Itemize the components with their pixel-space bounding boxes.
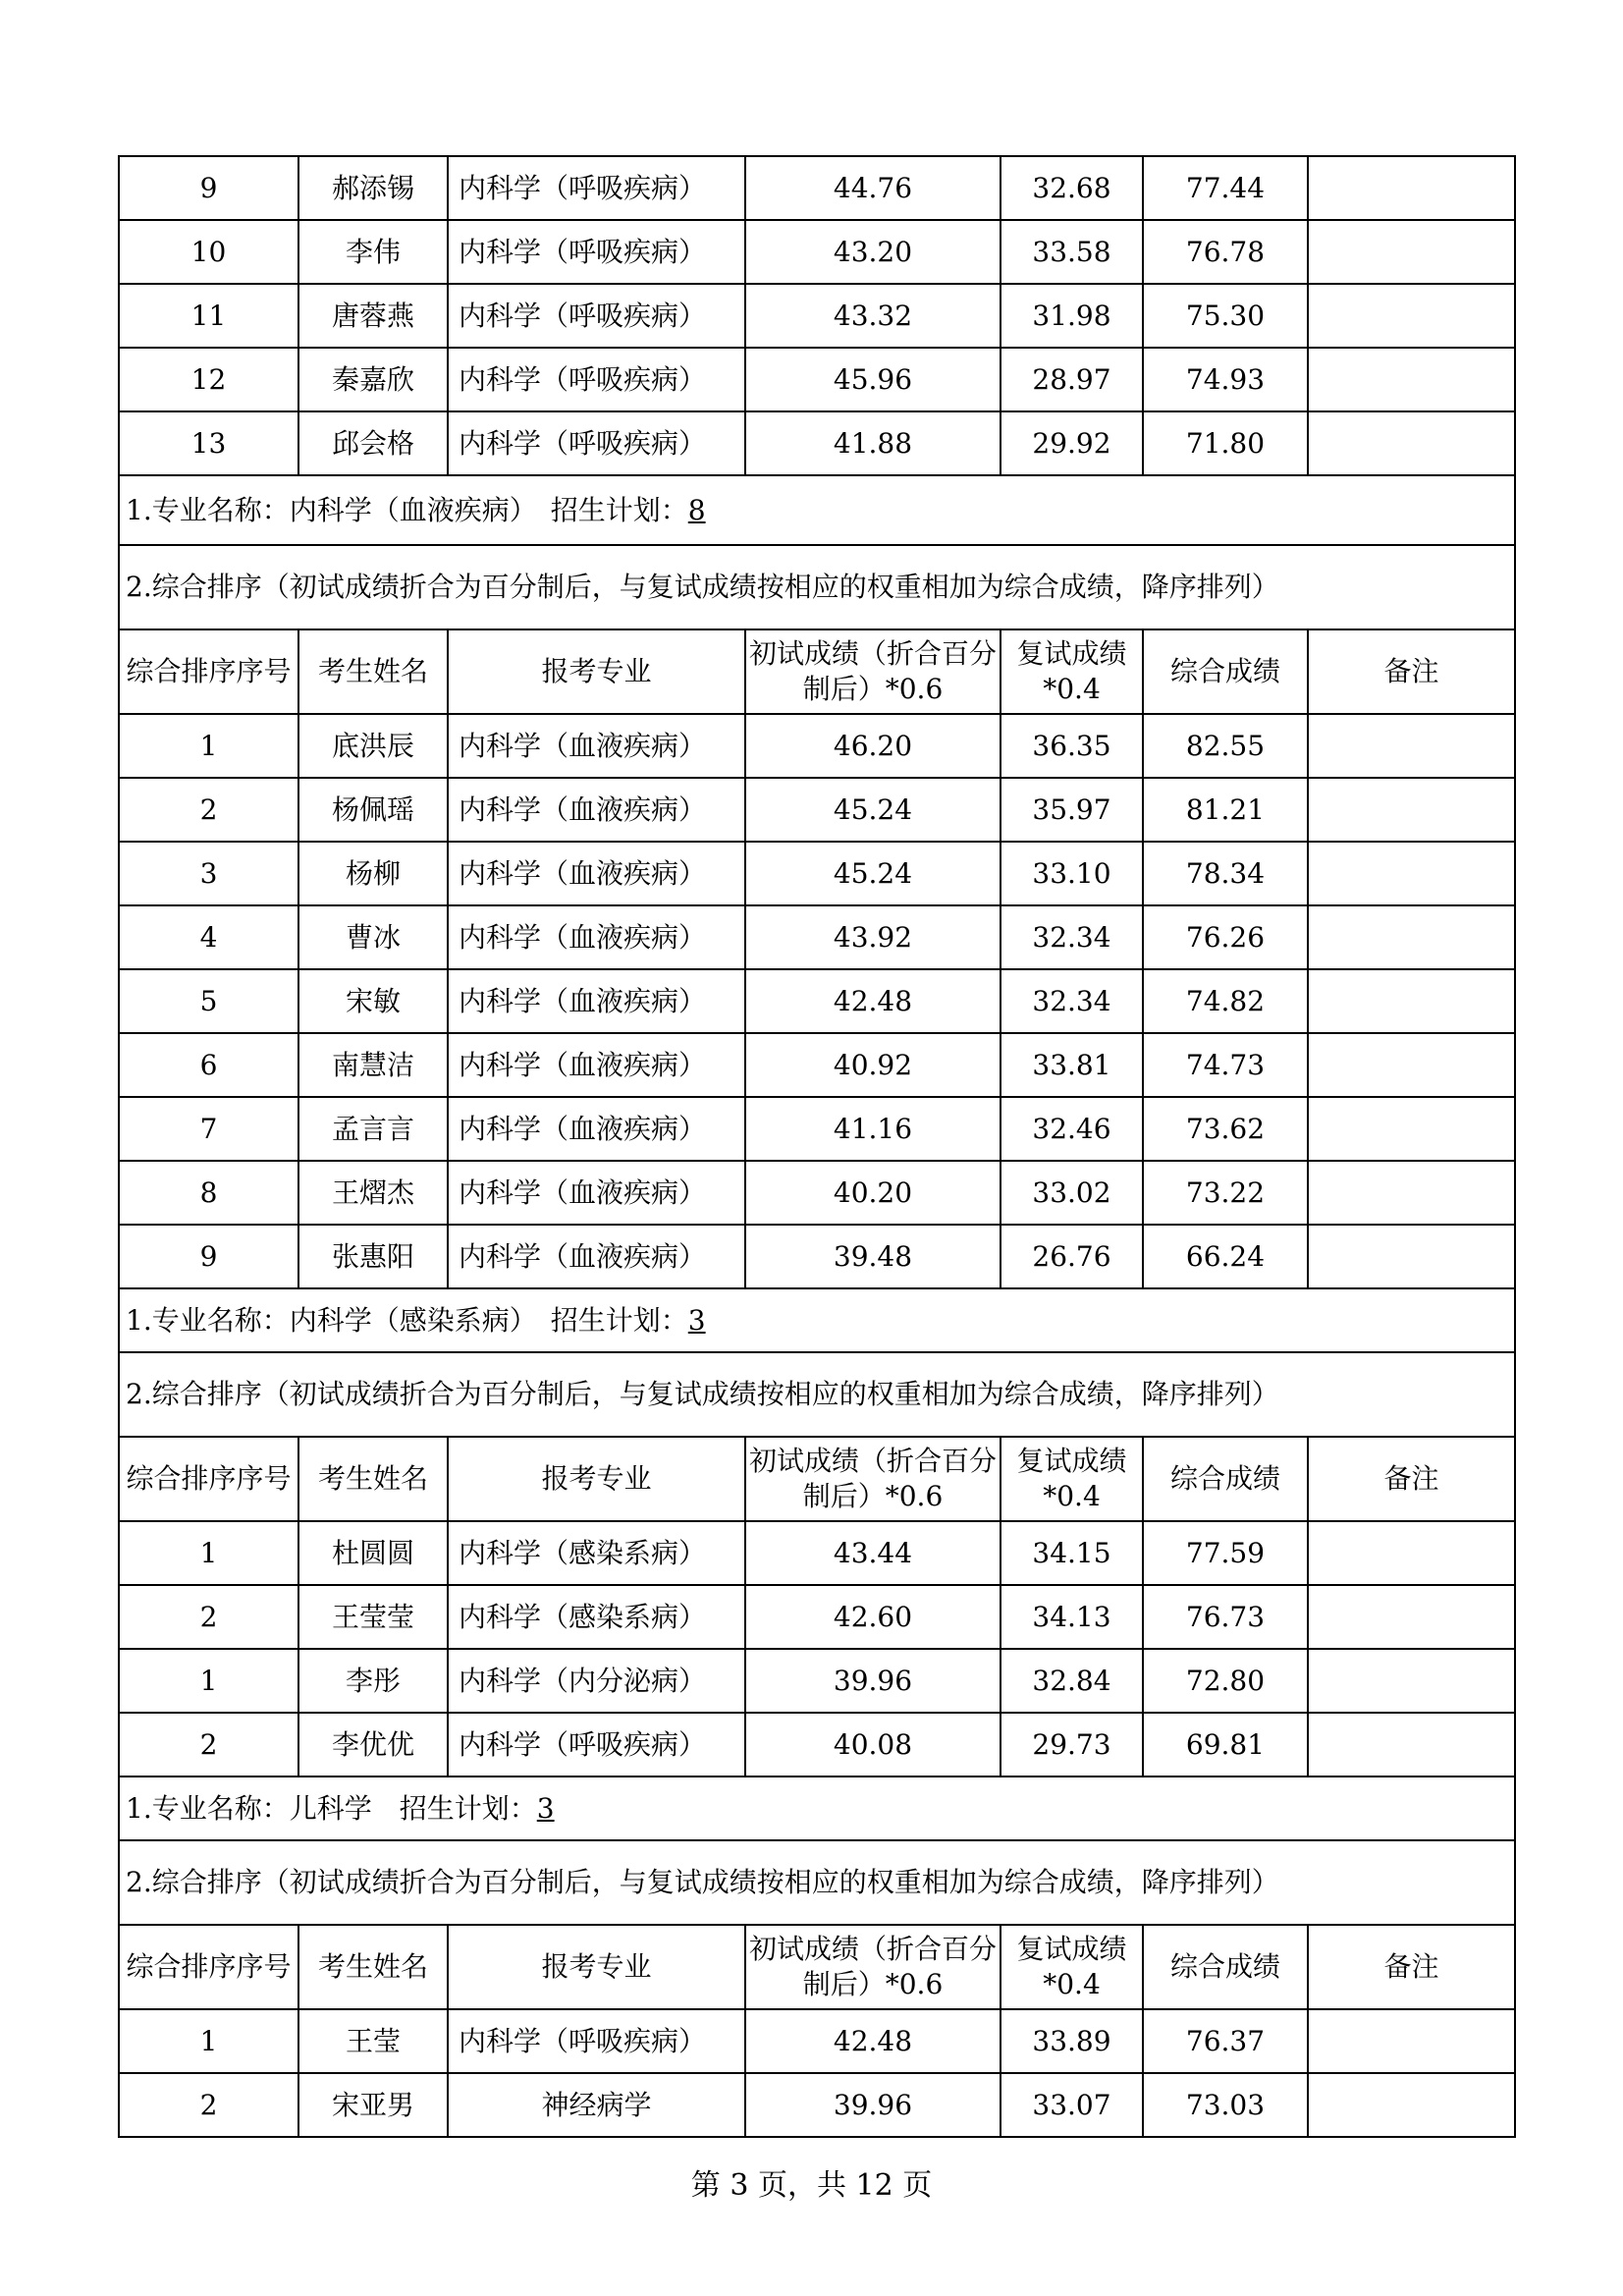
column-header: 综合成绩 (1143, 629, 1308, 714)
retest-score-cell: 32.84 (1001, 1649, 1143, 1713)
total-score-cell: 74.82 (1143, 969, 1308, 1033)
rank-cell: 3 (119, 842, 298, 905)
total-score-cell: 74.73 (1143, 1033, 1308, 1097)
retest-score-cell: 36.35 (1001, 714, 1143, 778)
page-footer: 第 3 页，共 12 页 (690, 2168, 933, 2203)
remark-cell (1308, 969, 1515, 1033)
rank-cell: 11 (119, 284, 298, 348)
column-header: 备注 (1308, 1925, 1515, 2009)
rank-cell: 5 (119, 969, 298, 1033)
candidate-name-cell: 杜圆圆 (298, 1521, 448, 1585)
initial-score-cell: 45.96 (745, 348, 1001, 411)
plan-prefix: 招生计划： (399, 1791, 537, 1825)
rank-cell: 2 (119, 778, 298, 842)
total-score-cell: 72.80 (1143, 1649, 1308, 1713)
major-info-cell (119, 475, 1515, 545)
remark-cell (1308, 1225, 1515, 1288)
retest-score-cell: 33.02 (1001, 1161, 1143, 1225)
remark-cell (1308, 1649, 1515, 1713)
remark-cell (1308, 1033, 1515, 1097)
initial-score-cell: 40.20 (745, 1161, 1001, 1225)
major-info-cell (119, 1288, 1515, 1352)
column-header: 初试成绩（折合百分制后）*0.6 (745, 1925, 1001, 2009)
rank-note: 2.综合排序（初试成绩折合为百分制后，与复试成绩按相应的权重相加为综合成绩，降序排列） (119, 1840, 1515, 1925)
retest-score-cell: 34.15 (1001, 1521, 1143, 1585)
candidate-name-cell: 邱会格 (298, 411, 448, 475)
total-score-cell: 66.24 (1143, 1225, 1308, 1288)
initial-score-cell: 43.44 (745, 1521, 1001, 1585)
retest-score-cell: 33.10 (1001, 842, 1143, 905)
retest-score-cell: 33.89 (1001, 2009, 1143, 2073)
rank-note-row (119, 1352, 1515, 1437)
remark-cell (1308, 1097, 1515, 1161)
candidate-name-cell: 秦嘉欣 (298, 348, 448, 411)
candidate-name-cell: 宋亚男 (298, 2073, 448, 2137)
retest-score-cell: 29.73 (1001, 1713, 1143, 1777)
retest-score-cell: 28.97 (1001, 348, 1143, 411)
plan-count: 3 (536, 1791, 555, 1825)
initial-score-cell: 39.96 (745, 1649, 1001, 1713)
spacer (523, 1304, 551, 1337)
plan-count: 3 (687, 1303, 706, 1337)
remark-cell (1308, 348, 1515, 411)
rank-cell: 6 (119, 1033, 298, 1097)
table-row (119, 1033, 1515, 1097)
remark-cell (1308, 1713, 1515, 1777)
major-cell: 内科学（呼吸疾病） (448, 2009, 745, 2073)
retest-score-cell: 29.92 (1001, 411, 1143, 475)
major-cell: 内科学（血液疾病） (448, 1225, 745, 1288)
plan-prefix: 招生计划： (550, 493, 688, 526)
column-header: 复试成绩*0.4 (1001, 1437, 1143, 1521)
candidate-name-cell: 南慧洁 (298, 1033, 448, 1097)
score-sheet (118, 155, 1514, 2138)
initial-score-cell: 41.88 (745, 411, 1001, 475)
major-cell: 内科学（血液疾病） (448, 1033, 745, 1097)
total-score-cell: 73.62 (1143, 1097, 1308, 1161)
major-cell: 内科学（感染系病） (448, 1521, 745, 1585)
total-score-cell: 76.73 (1143, 1585, 1308, 1649)
table-row (119, 284, 1515, 348)
rank-cell: 9 (119, 156, 298, 220)
remark-cell (1308, 1521, 1515, 1585)
plan-prefix: 招生计划： (550, 1303, 688, 1337)
table-row (119, 2009, 1515, 2073)
remark-cell (1308, 220, 1515, 284)
initial-score-cell: 43.32 (745, 284, 1001, 348)
rank-cell: 1 (119, 714, 298, 778)
total-score-cell: 82.55 (1143, 714, 1308, 778)
retest-score-cell: 32.34 (1001, 969, 1143, 1033)
remark-cell (1308, 1585, 1515, 1649)
remark-cell (1308, 2009, 1515, 2073)
total-score-cell: 71.80 (1143, 411, 1308, 475)
total-score-cell: 76.26 (1143, 905, 1308, 969)
rank-note: 2.综合排序（初试成绩折合为百分制后，与复试成绩按相应的权重相加为综合成绩，降序排列） (119, 545, 1515, 629)
retest-score-cell: 32.34 (1001, 905, 1143, 969)
initial-score-cell: 39.96 (745, 2073, 1001, 2137)
column-header: 综合排序序号 (119, 1437, 298, 1521)
column-header: 初试成绩（折合百分制后）*0.6 (745, 1437, 1001, 1521)
spacer (523, 494, 551, 526)
table-row (119, 220, 1515, 284)
initial-score-cell: 44.76 (745, 156, 1001, 220)
major-name: 内科学（感染系病） (289, 1303, 523, 1337)
remark-cell (1308, 284, 1515, 348)
candidate-name-cell: 王莹 (298, 2009, 448, 2073)
column-header: 复试成绩*0.4 (1001, 1925, 1143, 2009)
total-score-cell: 78.34 (1143, 842, 1308, 905)
column-header: 复试成绩*0.4 (1001, 629, 1143, 714)
candidate-name-cell: 王熠杰 (298, 1161, 448, 1225)
initial-score-cell: 45.24 (745, 842, 1001, 905)
rank-cell: 8 (119, 1161, 298, 1225)
major-cell: 神经病学 (448, 2073, 745, 2137)
candidate-name-cell: 唐蓉燕 (298, 284, 448, 348)
major-cell: 内科学（血液疾病） (448, 1161, 745, 1225)
table-row (119, 348, 1515, 411)
major-info-cell (119, 1777, 1515, 1840)
column-header: 考生姓名 (298, 629, 448, 714)
remark-cell (1308, 156, 1515, 220)
major-cell: 内科学（内分泌病） (448, 1649, 745, 1713)
total-score-cell: 73.03 (1143, 2073, 1308, 2137)
rank-cell: 1 (119, 2009, 298, 2073)
major-info-row (119, 1777, 1515, 1840)
total-score-cell: 74.93 (1143, 348, 1308, 411)
table-row (119, 842, 1515, 905)
plan-count: 8 (687, 493, 706, 526)
remark-cell (1308, 714, 1515, 778)
rank-cell: 12 (119, 348, 298, 411)
header-row (119, 1925, 1515, 2009)
major-prefix: 1.专业名称： (126, 1791, 290, 1825)
table-row (119, 778, 1515, 842)
rank-note: 2.综合排序（初试成绩折合为百分制后，与复试成绩按相应的权重相加为综合成绩，降序排列） (119, 1352, 1515, 1437)
major-cell: 内科学（血液疾病） (448, 1097, 745, 1161)
column-header: 备注 (1308, 629, 1515, 714)
table-row (119, 1097, 1515, 1161)
column-header: 报考专业 (448, 1437, 745, 1521)
retest-score-cell: 34.13 (1001, 1585, 1143, 1649)
table-row (119, 969, 1515, 1033)
total-score-cell: 69.81 (1143, 1713, 1308, 1777)
header-row (119, 629, 1515, 714)
rank-cell: 2 (119, 1585, 298, 1649)
major-cell: 内科学（呼吸疾病） (448, 1713, 745, 1777)
major-prefix: 1.专业名称： (126, 493, 290, 526)
column-header: 综合排序序号 (119, 629, 298, 714)
retest-score-cell: 35.97 (1001, 778, 1143, 842)
major-cell: 内科学（血液疾病） (448, 842, 745, 905)
retest-score-cell: 33.81 (1001, 1033, 1143, 1097)
retest-score-cell: 26.76 (1001, 1225, 1143, 1288)
column-header: 报考专业 (448, 1925, 745, 2009)
column-header: 考生姓名 (298, 1437, 448, 1521)
remark-cell (1308, 2073, 1515, 2137)
rank-cell: 2 (119, 2073, 298, 2137)
candidate-name-cell: 孟言言 (298, 1097, 448, 1161)
table-row (119, 1161, 1515, 1225)
table-row (119, 714, 1515, 778)
column-header: 备注 (1308, 1437, 1515, 1521)
rank-cell: 9 (119, 1225, 298, 1288)
retest-score-cell: 31.98 (1001, 284, 1143, 348)
candidate-name-cell: 李伟 (298, 220, 448, 284)
table-row (119, 2073, 1515, 2137)
initial-score-cell: 46.20 (745, 714, 1001, 778)
initial-score-cell: 43.92 (745, 905, 1001, 969)
table-row (119, 1521, 1515, 1585)
candidate-name-cell: 李彤 (298, 1649, 448, 1713)
major-cell: 内科学（呼吸疾病） (448, 220, 745, 284)
table-row (119, 156, 1515, 220)
candidate-name-cell: 王莹莹 (298, 1585, 448, 1649)
ranking-table (118, 155, 1516, 2138)
major-name: 儿科学 (289, 1791, 372, 1825)
initial-score-cell: 41.16 (745, 1097, 1001, 1161)
column-header: 综合成绩 (1143, 1437, 1308, 1521)
column-header: 综合成绩 (1143, 1925, 1308, 2009)
major-cell: 内科学（呼吸疾病） (448, 156, 745, 220)
initial-score-cell: 42.60 (745, 1585, 1001, 1649)
initial-score-cell: 42.48 (745, 2009, 1001, 2073)
major-prefix: 1.专业名称： (126, 1303, 290, 1337)
initial-score-cell: 40.08 (745, 1713, 1001, 1777)
retest-score-cell: 33.07 (1001, 2073, 1143, 2137)
initial-score-cell: 42.48 (745, 969, 1001, 1033)
major-cell: 内科学（呼吸疾病） (448, 348, 745, 411)
table-row (119, 1585, 1515, 1649)
candidate-name-cell: 宋敏 (298, 969, 448, 1033)
total-score-cell: 73.22 (1143, 1161, 1308, 1225)
candidate-name-cell: 曹冰 (298, 905, 448, 969)
total-score-cell: 75.30 (1143, 284, 1308, 348)
column-header: 综合排序序号 (119, 1925, 298, 2009)
candidate-name-cell: 郝添锡 (298, 156, 448, 220)
remark-cell (1308, 1161, 1515, 1225)
major-cell: 内科学（血液疾病） (448, 969, 745, 1033)
retest-score-cell: 32.68 (1001, 156, 1143, 220)
retest-score-cell: 32.46 (1001, 1097, 1143, 1161)
remark-cell (1308, 778, 1515, 842)
rank-cell: 1 (119, 1649, 298, 1713)
table-row (119, 1225, 1515, 1288)
candidate-name-cell: 杨佩瑶 (298, 778, 448, 842)
table-row (119, 1713, 1515, 1777)
rank-cell: 13 (119, 411, 298, 475)
major-info-row (119, 475, 1515, 545)
spacer (372, 1792, 400, 1825)
rank-cell: 7 (119, 1097, 298, 1161)
table-row (119, 411, 1515, 475)
retest-score-cell: 33.58 (1001, 220, 1143, 284)
header-row (119, 1437, 1515, 1521)
rank-note-row (119, 545, 1515, 629)
candidate-name-cell: 李优优 (298, 1713, 448, 1777)
initial-score-cell: 45.24 (745, 778, 1001, 842)
major-cell: 内科学（呼吸疾病） (448, 284, 745, 348)
major-cell: 内科学（血液疾病） (448, 905, 745, 969)
rank-cell: 1 (119, 1521, 298, 1585)
initial-score-cell: 40.92 (745, 1033, 1001, 1097)
rank-cell: 10 (119, 220, 298, 284)
candidate-name-cell: 张惠阳 (298, 1225, 448, 1288)
rank-note-row (119, 1840, 1515, 1925)
column-header: 考生姓名 (298, 1925, 448, 2009)
major-cell: 内科学（血液疾病） (448, 714, 745, 778)
remark-cell (1308, 905, 1515, 969)
total-score-cell: 76.78 (1143, 220, 1308, 284)
major-cell: 内科学（呼吸疾病） (448, 411, 745, 475)
candidate-name-cell: 杨柳 (298, 842, 448, 905)
total-score-cell: 77.59 (1143, 1521, 1308, 1585)
table-row (119, 1649, 1515, 1713)
initial-score-cell: 43.20 (745, 220, 1001, 284)
rank-cell: 2 (119, 1713, 298, 1777)
total-score-cell: 76.37 (1143, 2009, 1308, 2073)
candidate-name-cell: 底洪辰 (298, 714, 448, 778)
table-row (119, 905, 1515, 969)
total-score-cell: 77.44 (1143, 156, 1308, 220)
major-cell: 内科学（血液疾病） (448, 778, 745, 842)
major-name: 内科学（血液疾病） (289, 493, 523, 526)
remark-cell (1308, 411, 1515, 475)
column-header: 初试成绩（折合百分制后）*0.6 (745, 629, 1001, 714)
total-score-cell: 81.21 (1143, 778, 1308, 842)
column-header: 报考专业 (448, 629, 745, 714)
major-cell: 内科学（感染系病） (448, 1585, 745, 1649)
major-info-row (119, 1288, 1515, 1352)
rank-cell: 4 (119, 905, 298, 969)
remark-cell (1308, 842, 1515, 905)
initial-score-cell: 39.48 (745, 1225, 1001, 1288)
